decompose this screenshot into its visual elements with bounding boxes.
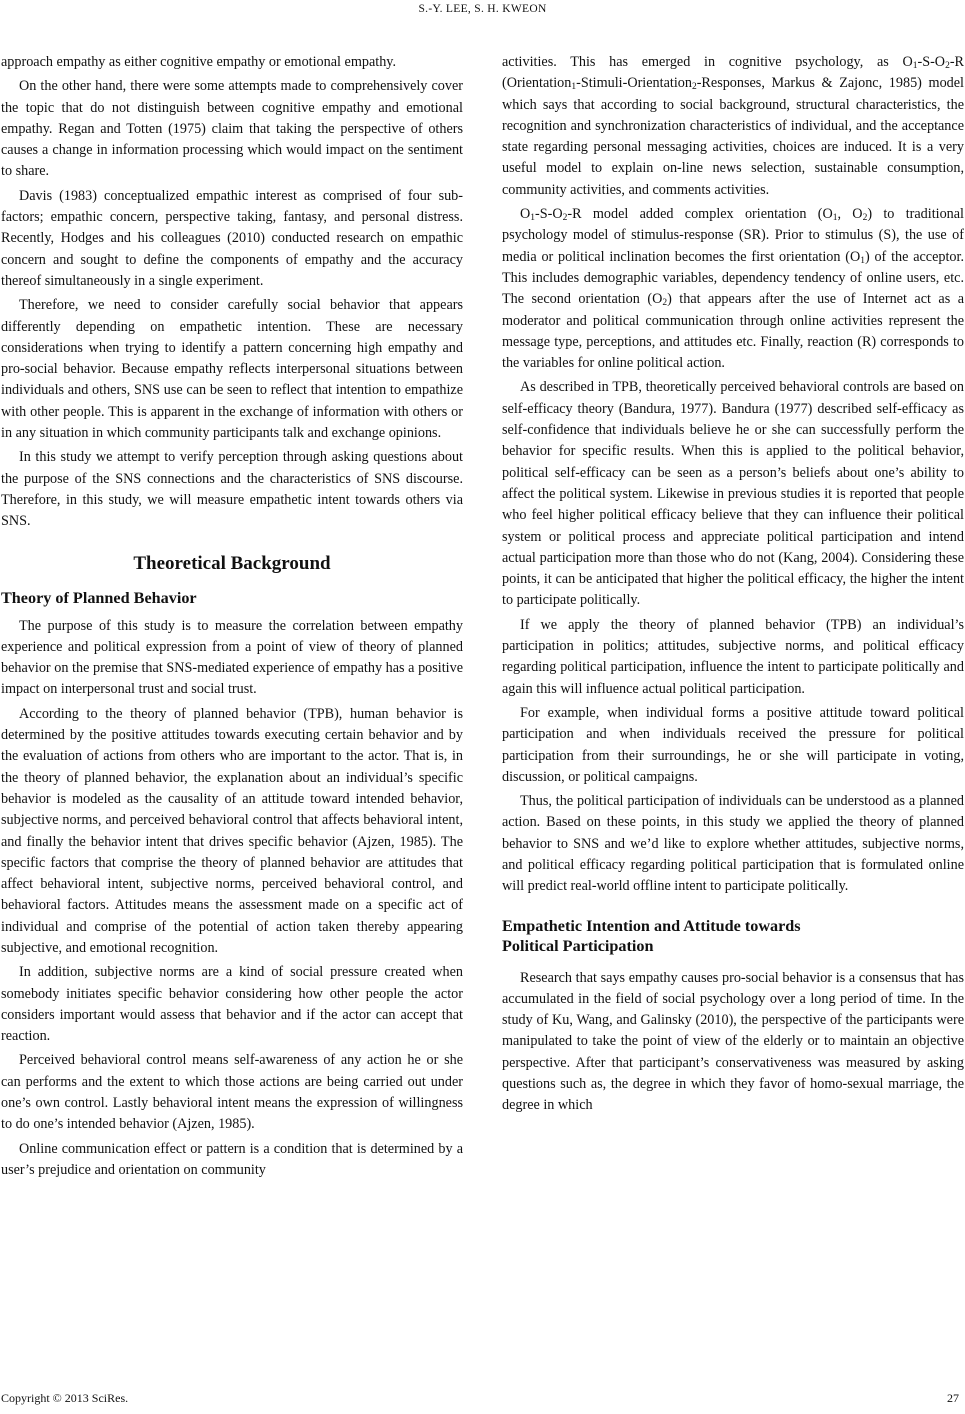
subscript: 2 bbox=[862, 213, 868, 224]
paragraph: On the other hand, there were some attempts made to comprehensively cover the topic that do not distinguish between cognitive empathy and emotional empathy. Regan and Totten (1975) claim that taking the perspective of others causes a change in information processing which would impact on the sentiment to share. bbox=[1, 78, 463, 180]
paragraph: According to the theory of planned behavior (TPB), human behavior is determined by the positive attitudes towards executing certain behavior and by the evaluation of actions from others who are important to the actor. That is, in the theory of planned behavior, the explanation about an individual’s specific behavior is modeled as the causality of an attitude toward intended behavior, subjective norms, and perceived behavioral control that affects behavioral intent, and finally the behavior intent that drives specific behavior (Ajzen, 1985). The specific factors that comprise the theory of planned behavior are attitudes that affect behavioral intent, subjective norms, perceived behavioral control, and behavioral factors. Attitudes means the assessment made on a specific act of individual and comprise of the potential of action taken thereby appearing subjective, and emotional recognition. bbox=[1, 705, 463, 956]
text-run: ) that appears after the use of Internet act as a moderator and political communication through online activities represent the message type, perceptions, and attitudes etc. Finally, reaction (R) corresponds to the variables for online political action. bbox=[502, 291, 964, 372]
subscript: 1 bbox=[530, 213, 535, 224]
right-column bbox=[502, 52, 964, 1120]
running-head: S.-Y. LEE, S. H. KWEON bbox=[418, 3, 547, 15]
subscript: 2 bbox=[562, 213, 568, 224]
section-title: Theoretical Background bbox=[133, 552, 331, 574]
paragraph: For example, when individual forms a positive attitude toward political participation and when individuals received the pressure for political participation from their surroundings, he or she will participate in voting, discussion, or political campaigns. bbox=[502, 704, 964, 785]
paragraph: approach empathy as either cognitive empathy or emotional empathy. bbox=[1, 54, 397, 70]
paragraph: In this study we attempt to verify perception through asking questions about the purpose of the SNS connections and the characteristics of SNS discourse. Therefore, in this study, we will measure empathetic intent towards others via SNS. bbox=[1, 449, 463, 530]
paragraph: In addition, subjective norms are a kind of social pressure created when somebody initiates specific behavior considering how other people the actor considers important would assess that behavior and if the actor can accept that reaction. bbox=[1, 964, 463, 1045]
text-run: -Stimuli-Orientation bbox=[576, 75, 692, 92]
paragraph: If we apply the theory of planned behavior (TPB) an individual’s participation in politics; attitudes, subjective norms, and political efficacy regarding political participation, influence the intent to participate politically and again this will influence actual political participation. bbox=[502, 616, 964, 697]
text-run: -R model added complex orientation (O bbox=[567, 206, 833, 223]
paragraph: Davis (1983) conceptualized empathic interest as comprised of four sub-factors; empathic concern, perspective taking, fantasy, and personal distress. Recently, Hodges and his colleagues (2010) conducted research on empathic concern and sought to define the components of empathy and the accuracy thereof simultaneously in a single experiment. bbox=[1, 187, 463, 289]
subsection-title: Theory of Planned Behavior bbox=[1, 588, 197, 607]
subsection-title-line: Empathetic Intention and Attitude towards bbox=[502, 916, 801, 935]
text-run: -Responses, Markus & Zajonc, 1985) model which says that according to social background, structural characteristics, the recognition and synchronization characteristics of individual, and the acceptance state regarding personal messaging activities, choices are induced. It is a very useful model to explain on-line news selection, sustainable consumption, community activities, and comments activities. bbox=[502, 75, 964, 198]
subscript: 1 bbox=[860, 255, 865, 266]
subscript: 1 bbox=[912, 61, 918, 71]
left-column bbox=[1, 52, 463, 1184]
text-run: ) of the acceptor. This includes demographic variables, dependency tendency of online users, etc. The second orientation (O bbox=[502, 248, 964, 308]
paragraph: Perceived behavioral control means self-awareness of any action he or she can performs and the extent to which those actions are being carried out under one’s own control. Lastly behavioral intent means the expression of willingness to do one’s intended behavior (Ajzen, 1985). bbox=[1, 1052, 463, 1133]
paragraph: Thus, the political participation of individuals can be understood as a planned action. Based on these points, in this study we applied the theory of planned behavior to SNS and we’d like to explore whether attitudes, subjective norms, and political efficacy regarding political participation that is formulated online will predict real-world offline intent to participate politically. bbox=[502, 793, 964, 895]
subsection-title bbox=[502, 916, 964, 956]
text-run: -S-O bbox=[917, 54, 946, 70]
text-run: -R (Orientation bbox=[502, 54, 964, 92]
text-run: , O bbox=[837, 206, 863, 223]
text-run: -S-O bbox=[535, 206, 563, 223]
subscript: 1 bbox=[832, 213, 838, 224]
subscript: 2 bbox=[662, 298, 668, 309]
subscript: 1 bbox=[571, 82, 577, 93]
text-run: activities. This has emerged in cognitive psychology, as O bbox=[502, 54, 913, 70]
paragraph: Online communication effect or pattern is a condition that is determined by a user’s prejudice and orientation on community bbox=[1, 1140, 463, 1178]
paragraph: As described in TPB, theoretically perceived behavioral controls are based on self-efficacy theory (Bandura, 1977). Bandura (1977) described self-efficacy as self-confidence that individuals believe he or she can successfully perform the behavior for specific results. When this is applied to the political behavior, political self-efficacy can be seen as a person’s beliefs about one’s ability to affect the political system. Likewise in previous studies it is reported that people who feel higher political efficacy believe that they can influence their political system or political process and appreciate political participation and intend actual participation more than those who do not (Kang, 2004). Considering these points, it can be anticipated that higher the political efficacy, the higher the intent to participate politically. bbox=[502, 379, 964, 609]
paragraph: Research that says empathy causes pro-social behavior is a consensus that has accumulated in the field of social psychology over a long period of time. In the study of Ku, Wang, and Galinsky (2010), the perspective of the participants were manipulated to take the point of view of the elderly or to maintain an objective perspective. After that participant’s conservativeness was measured by asking questions such as, the degree in which they favor of homo-sexual marriage, the degree in which bbox=[502, 969, 964, 1114]
paragraph bbox=[502, 204, 964, 374]
paragraph: The purpose of this study is to measure the correlation between empathy experience and political expression from a point of view of theory of planned behavior on the premise that SNS-mediated experience of empathy has a positive impact on interpersonal trust and social trust. bbox=[1, 617, 463, 698]
text-run: O bbox=[520, 206, 531, 223]
subsection-title-line: Political Participation bbox=[502, 936, 654, 955]
text-run: ) to traditional psychology model of stimulus-response (SR). Prior to stimulus (S), the use of media or political inclination becomes the first orientation (O bbox=[502, 206, 964, 265]
subscript: 2 bbox=[945, 61, 950, 71]
page-number: 27 bbox=[947, 1391, 959, 1405]
paragraph: Therefore, we need to consider carefully social behavior that appears differently depending on empathetic intention. These are necessary considerations when trying to identify a pattern concerning high empathy and pro-social behavior. Because empathy reflects interpersonal situations between individuals and others, SNS use can be seen to reflect that intention to empathize with other people. This is apparent in the exchange of information with others or in any situation in which community participants talk and exchange opinions. bbox=[1, 297, 463, 442]
subscript: 2 bbox=[691, 82, 697, 93]
copyright-footer: Copyright © 2013 SciRes. bbox=[1, 1391, 129, 1405]
paragraph bbox=[502, 52, 964, 201]
